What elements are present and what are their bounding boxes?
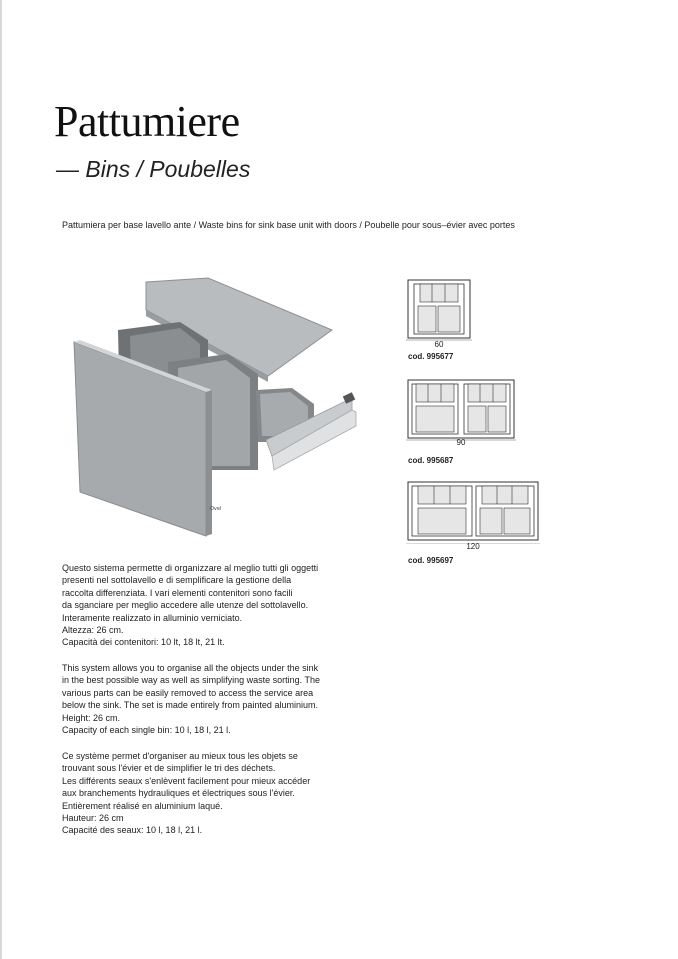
description-line: Capacité des seaux: 10 l, 18 l, 21 l. <box>62 825 203 836</box>
variant-90-diagram <box>404 378 534 442</box>
description-line: This system allows you to organise all the objects under the sink <box>62 663 319 673</box>
description-line: Les différents seaux s'enlèvent facilement pour mieux accéder <box>62 775 311 786</box>
description-french <box>62 750 362 837</box>
description-line: Capacity of each single bin: 10 l, 18 l, 21 l. <box>62 725 231 736</box>
waste-bin-drawer-illustration <box>60 270 360 540</box>
variant-120 <box>404 480 544 570</box>
svg-text:Ovel: Ovel <box>210 506 222 512</box>
product-image <box>60 270 360 545</box>
variant-60-code: cod. 995677 <box>408 352 454 361</box>
description-line: below the sink. The set is made entirely from painted aluminium. <box>62 700 318 711</box>
page-title: Pattumiere <box>54 97 240 146</box>
description-line: da sganciare per meglio accedere alle utenze del sottolavello. <box>62 600 309 611</box>
description-line: Interamente realizzato in alluminio verniciato. <box>62 612 243 623</box>
variant-60-dimension: 60 <box>434 340 444 349</box>
page-subtitle: — Bins / Poubelles <box>56 156 251 182</box>
variant-90 <box>404 378 534 468</box>
variant-120-diagram <box>404 480 544 544</box>
description-line: Entièrement réalisé en aluminium laqué. <box>62 800 223 811</box>
variant-90-dimension: 90 <box>456 438 466 447</box>
variant-120-code: cod. 995697 <box>408 556 454 565</box>
description-english <box>62 662 362 736</box>
product-caption: Pattumiera per base lavello ante / Waste bins for sink base unit with doors / Poubelle pour sous–évier avec portes <box>62 220 515 230</box>
description-line: Hauteur: 26 cm <box>62 813 124 824</box>
description-line: Capacità dei contenitori: 10 lt, 18 lt, 21 lt. <box>62 637 225 648</box>
description-line: in the best possible way as well as simplifying waste sorting. The <box>62 675 320 686</box>
variant-120-dimension: 120 <box>466 542 480 551</box>
description-line: Ce système permet d'organiser au mieux tous les objets se <box>62 751 298 761</box>
description-line: aux branchements hydrauliques et électriques sous l'évier. <box>62 788 295 799</box>
description-line: trouvant sous l'évier et de simplifier le tri des déchets. <box>62 763 276 774</box>
description-line: various parts can be easily removed to access the service area <box>62 687 314 698</box>
description-italian <box>62 562 362 649</box>
description-line: Questo sistema permette di organizzare al meglio tutti gli oggetti <box>62 563 319 573</box>
description-line: raccolta differenziata. I vari elementi contenitori sono facili <box>62 587 293 598</box>
description-line: Height: 26 cm. <box>62 712 121 723</box>
variant-60-diagram <box>404 278 504 342</box>
page-edge <box>0 0 2 959</box>
description-line: Altezza: 26 cm. <box>62 625 124 636</box>
description-line: presenti nel sottolavello e di semplificare la gestione della <box>62 575 292 586</box>
variant-90-code: cod. 995687 <box>408 456 454 465</box>
variant-60 <box>404 278 504 362</box>
